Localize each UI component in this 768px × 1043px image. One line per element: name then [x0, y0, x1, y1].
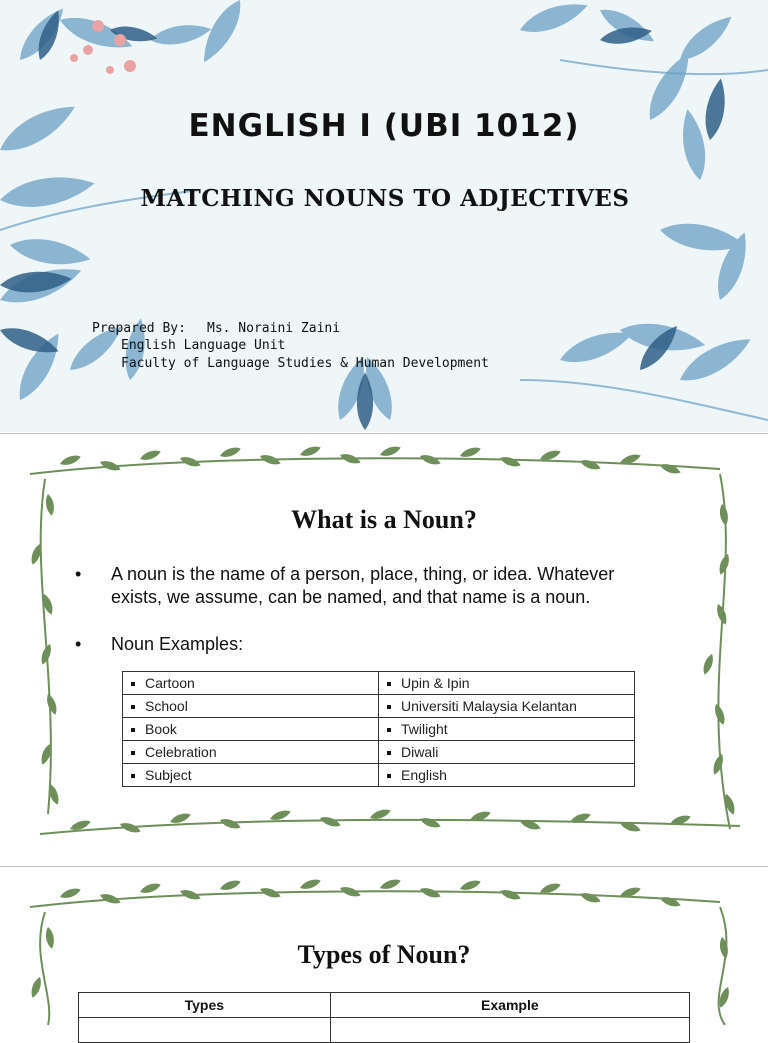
author-name: Ms. Noraini Zaini [207, 321, 341, 336]
slide-heading-noun: What is a Noun? [291, 505, 477, 534]
noun-examples-table [122, 671, 635, 787]
table-row [123, 764, 635, 787]
table-cell [123, 695, 379, 718]
noun-types-table [78, 992, 690, 1043]
table-cell [379, 764, 635, 787]
bullet-examples [75, 633, 411, 656]
table-cell [379, 718, 635, 741]
square-bullet-icon [131, 728, 135, 732]
prepared-by-label: Prepared By: [92, 321, 186, 336]
cell-text: Book [145, 721, 177, 737]
table-row [123, 741, 635, 764]
cell-text: Upin & Ipin [401, 675, 470, 691]
cell-text: Celebration [145, 744, 217, 760]
cell-text: Twilight [401, 721, 448, 737]
table-row [123, 718, 635, 741]
square-bullet-icon [131, 682, 135, 686]
slide-title [0, 0, 768, 432]
table-row [123, 672, 635, 695]
cell-text: Subject [145, 767, 192, 783]
table-cell [330, 1018, 689, 1043]
table-cell [123, 741, 379, 764]
square-bullet-icon [131, 751, 135, 755]
table-cell [79, 1018, 331, 1043]
table-row [79, 1018, 690, 1043]
square-bullet-icon [387, 774, 391, 778]
table-header-row [79, 993, 690, 1018]
square-bullet-icon [387, 682, 391, 686]
cell-text: Cartoon [145, 675, 195, 691]
bullet-dot-icon: • [75, 564, 82, 584]
cell-text: Universiti Malaysia Kelantan [401, 698, 577, 714]
square-bullet-icon [131, 774, 135, 778]
cell-text: School [145, 698, 188, 714]
table-cell [379, 741, 635, 764]
table-cell [123, 718, 379, 741]
header-types: Types [79, 993, 331, 1018]
square-bullet-icon [387, 751, 391, 755]
unit-name: English Language Unit [121, 338, 286, 353]
table-cell [379, 672, 635, 695]
definition-line-1: A noun is the name of a person, place, thing, or idea. Whatever [111, 564, 615, 584]
table-cell [379, 695, 635, 718]
presentation-subtitle: MATCHING NOUNS TO ADJECTIVES [140, 185, 630, 212]
definition-line-2: exists, we assume, can be named, and that name is a noun. [111, 587, 591, 607]
bullet-dot-icon: • [75, 634, 82, 654]
header-example: Example [330, 993, 689, 1018]
square-bullet-icon [131, 705, 135, 709]
slide-heading-types: Types of Noun? [297, 940, 471, 969]
square-bullet-icon [387, 705, 391, 709]
presentation-title: ENGLISH I (UBI 1012) [188, 108, 580, 144]
square-bullet-icon [387, 728, 391, 732]
table-cell [123, 672, 379, 695]
bullet-definition [75, 563, 671, 609]
cell-text: Diwali [401, 744, 439, 760]
table-cell [123, 764, 379, 787]
examples-label: Noun Examples: [111, 634, 244, 654]
table-row [123, 695, 635, 718]
faculty-name: Faculty of Language Studies & Human Development [121, 356, 489, 371]
cell-text: English [401, 767, 447, 783]
